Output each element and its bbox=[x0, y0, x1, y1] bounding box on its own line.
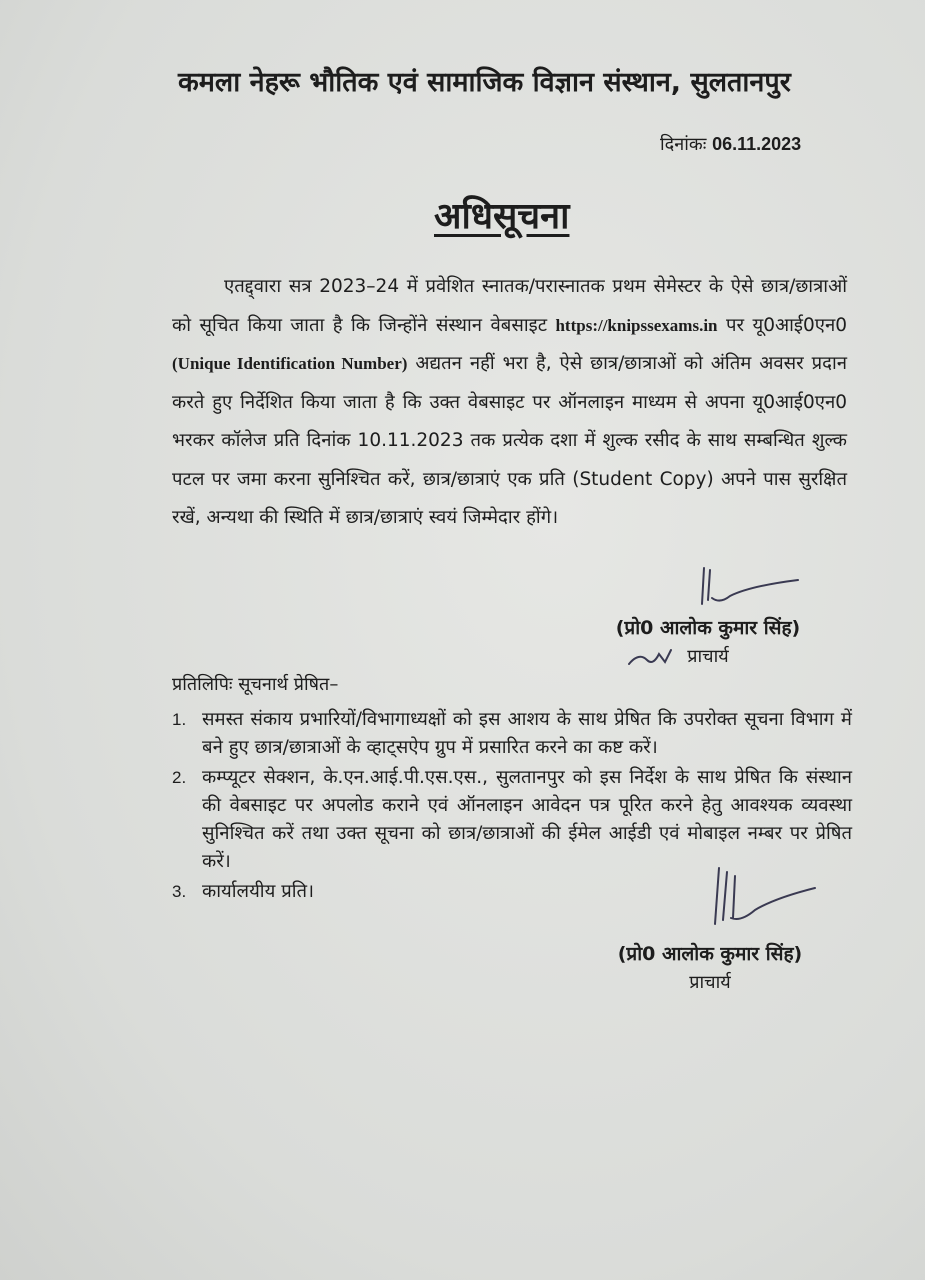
signatory-name: (प्रो0 आलोक कुमार सिंह) bbox=[615, 617, 801, 639]
signature-2 bbox=[705, 862, 825, 942]
list-item-number: 1. bbox=[172, 710, 187, 729]
signature-1 bbox=[690, 560, 810, 620]
institution-title: कमला नेहरू भौतिक एवं सामाजिक विज्ञान संस्थान, सुलतानपुर bbox=[178, 67, 791, 98]
list-item-text: समस्त संकाय प्रभारियों/विभागाध्यक्षों को इस आशय के साथ प्रेषित कि उपरोक्त सूचना विभाग में बने हुए छात्र/छात्राओं के व्हाट्सऐप ग्रुप में प्रसारित करने का कष्ट करें। bbox=[202, 709, 852, 758]
signatory-designation: प्राचार्य bbox=[687, 646, 729, 667]
signatory-block-1 bbox=[598, 614, 818, 668]
list-item-text: कम्प्यूटर सेक्शन, के.एन.आई.पी.एस.एस., सुलतानपुर को इस निर्देश के साथ प्रेषित कि संस्थान की वेबसाइट पर अपलोड कराने एवं ऑनलाइन आवेदन पत्र पूरित करने हेतु आवश्यक व्यवस्था सुनिश्चित करें तथा उक्त सूचना को छात्र/छात्राओं की ईमेल आईडी एवं मोबाइल नम्बर पर प्रेषित करें। bbox=[202, 767, 852, 872]
date-label: दिनांकः bbox=[660, 134, 707, 155]
list-item-text: कार्यालयीय प्रति। bbox=[202, 881, 315, 902]
body-text-part1: एतद्द्वारा सत्र 2023–24 में प्रवेशित स्नातक/परास्नातक प्रथम सेमेस्टर के ऐसे छात्र/छात्राओं को सूचित किया जाता है कि जिन्होंने संस्थान वेबसाइट bbox=[172, 276, 847, 336]
date-line bbox=[660, 132, 801, 156]
body-text-part3: अद्यतन नहीं भरा है, ऐसे छात्र/छात्राओं को अंतिम अवसर प्रदान करते हुए निर्देशित किया जाता है कि उक्त वेबसाइट पर ऑनलाइन माध्यम से अपना यू0आई0एन0 भरकर कॉलेज प्रति दिनांक 10.11.2023 तक प्रत्येक दशा में शुल्क रसीद के साथ सम्बन्धित शुल्क पटल पर जमा करना सुनिश्चित करें, छात्र/छात्राएं एक प्रति (Student Copy) अपने पास सुरक्षित रखें, अन्यथा की स्थिति में छात्र/छात्राएं स्वयं जिम्मेदार होंगे। bbox=[172, 353, 847, 528]
uin-full-form: (Unique Identification Number) bbox=[172, 354, 408, 373]
notice-body bbox=[172, 268, 847, 538]
signatory-designation: प्राचार्य bbox=[689, 972, 731, 993]
list-item bbox=[172, 706, 852, 762]
list-item-number: 3. bbox=[172, 882, 187, 901]
notice-heading: अधिसूचना bbox=[434, 196, 570, 237]
list-item bbox=[172, 764, 852, 876]
body-text-part2: पर यू0आई0एन0 bbox=[717, 314, 847, 336]
signatory-name: (प्रो0 आलोक कुमार सिंह) bbox=[617, 943, 803, 965]
list-item-number: 2. bbox=[172, 768, 187, 787]
website-link[interactable]: https://knipssexams.in bbox=[555, 315, 718, 335]
date-value: 06.11.2023 bbox=[712, 134, 802, 154]
signatory-block-2 bbox=[600, 940, 820, 994]
copy-to-label: प्रतिलिपिः सूचनार्थ प्रेषित– bbox=[172, 674, 339, 695]
